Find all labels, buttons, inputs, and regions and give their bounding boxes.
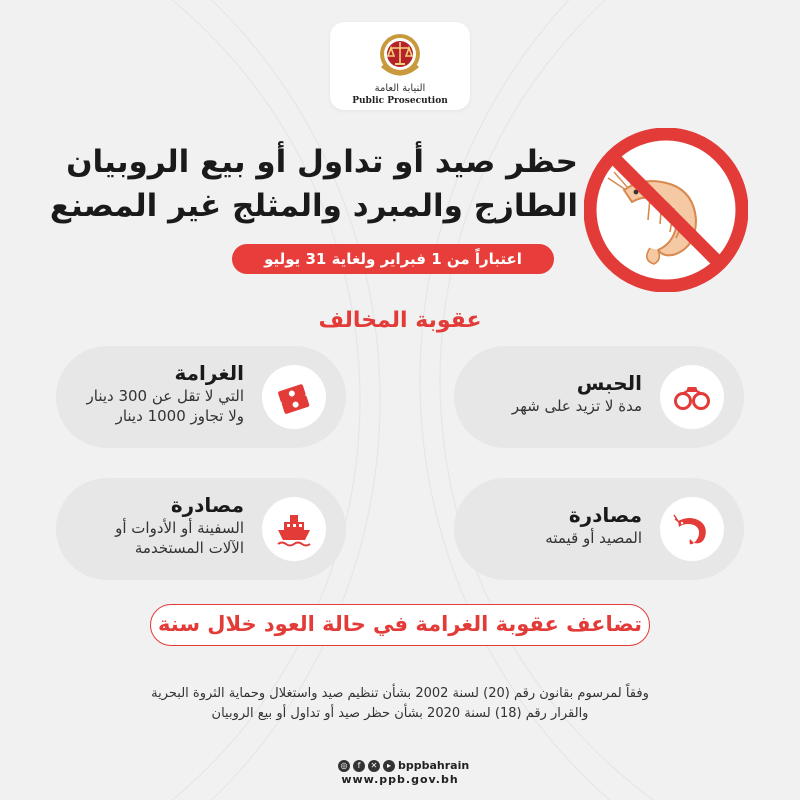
card-detail: المصيد أو قيمته [545,529,642,547]
logo-english-text: Public Prosecution [352,96,448,106]
card-heading: مصادرة [170,493,244,517]
card-icon-circle [262,365,326,429]
card-detail: ولا تجاوز 1000 دينار [115,407,244,425]
penalty-title: عقوبة المخالف [318,308,482,333]
penalty-card-imprisonment [454,346,744,448]
penalty-card-confiscation-catch [454,478,744,580]
ship-icon [274,509,314,549]
card-icon-circle [660,365,724,429]
prosecution-emblem-icon [376,30,424,80]
legal-reference [80,684,720,724]
card-detail: الآلات المستخدمة [134,539,244,557]
youtube-icon[interactable]: ▸ [383,760,395,772]
logo-card [330,22,470,110]
card-icon-circle [660,497,724,561]
card-detail: السفينة أو الأدوات أو [115,519,244,537]
no-shrimp-icon [584,128,748,292]
card-heading: مصادرة [568,503,642,527]
card-icon-circle [262,497,326,561]
handcuffs-icon [672,377,712,417]
instagram-icon[interactable]: ◎ [338,760,350,772]
social-handle[interactable]: bppbahrain [398,759,470,772]
penalty-card-fine [56,346,346,448]
penalty-card-confiscation-ship [56,478,346,580]
money-icon [274,377,314,417]
card-detail: مدة لا تزيد على شهر [511,397,642,415]
logo-arabic-text: النيابة العامة [374,83,426,94]
title-line-1: حظر صيد أو تداول أو بيع الروبيان [66,144,578,180]
date-range-pill: اعتباراً من 1 فبراير ولغاية 31 يوليو [232,244,554,274]
card-detail: التي لا تقل عن 300 دينار [86,387,244,405]
x-icon[interactable]: ✕ [368,760,380,772]
page-title [18,140,578,228]
card-heading: الحبس [576,371,642,395]
repeat-offence-notice: تضاعف عقوبة الغرامة في حالة العود خلال سنة [150,604,650,646]
title-line-2: الطازج والمبرد والمثلج غير المصنع [49,188,578,224]
website-link[interactable]: www.ppb.gov.bh [341,773,459,786]
legal-line-1: وفقاً لمرسوم بقانون رقم (20) لسنة 2002 بشأن تنظيم صيد واستغلال وحماية الثروة البحرية [151,686,649,701]
facebook-icon[interactable]: f [353,760,365,772]
shrimp-icon [672,509,712,549]
legal-line-2: والقرار رقم (18) لسنة 2020 بشأن حظر صيد أو تداول أو بيع الروبيان [211,706,589,721]
card-heading: الغرامة [174,361,244,385]
